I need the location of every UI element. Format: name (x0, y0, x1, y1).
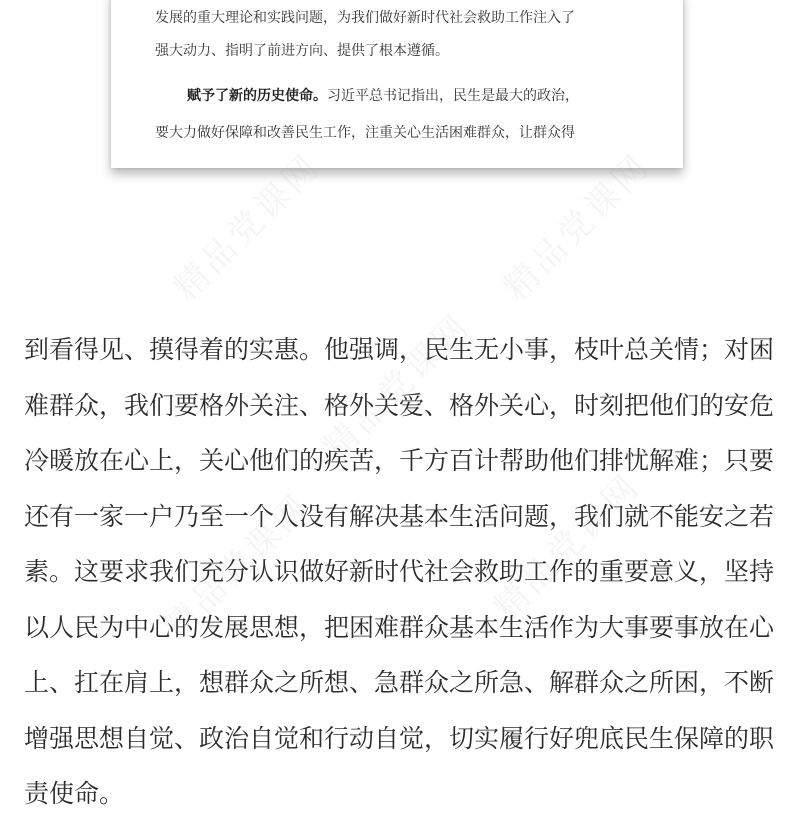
body-line-1: 到看得见、摸得着的实惠。他强调，民生无小事，枝叶总关情；对困 (24, 335, 775, 364)
card-line-4: 要大力做好保障和改善民生工作，注重关心生活困难群众，让群众得 (155, 125, 575, 141)
body-line-9: 责使命。 (24, 779, 125, 808)
card-line-3-text: 习近平总书记指出，民生是最大的政治， (327, 88, 579, 104)
body-line-4: 还有一家一户乃至一个人没有解决基本生活问题，我们就不能安之若 (24, 501, 775, 531)
watermark-text: 精品党课网 (496, 145, 659, 309)
body-line-8: 增强思想自觉、政治自觉和行动自觉，切实履行好兜底民生保障的职 (24, 723, 775, 753)
body-line-3: 冷暖放在心上，关心他们的疾苦，千方百计帮助他们排忧解难；只要 (24, 446, 775, 475)
excerpt-card (111, 0, 683, 168)
watermark-text: 精品党课网 (166, 145, 329, 309)
card-line-1: 发展的重大理论和实践问题，为我们做好新时代社会救助工作注入了 (155, 10, 575, 26)
card-line-3-heading: 赋予了新的历史使命。 (187, 88, 327, 104)
card-line-3 (187, 86, 579, 106)
body-line-5: 素。这要求我们充分认识做好新时代社会救助工作的重要意义，坚持 (24, 557, 775, 586)
card-line-2: 强大动力、指明了前进方向、提供了根本遵循。 (155, 43, 449, 59)
watermark-text: 精品党课网 (486, 465, 649, 629)
body-line-7: 上、扛在肩上，想群众之所想、急群众之所急、解群众之所困，不断 (24, 668, 775, 697)
body-line-2: 难群众，我们要格外关注、格外关爱、格外关心，时刻把他们的安危 (24, 390, 775, 420)
watermark-text: 精品党课网 (316, 305, 479, 469)
body-line-6: 以人民为中心的发展思想，把困难群众基本生活作为大事要事放在心 (24, 612, 775, 642)
body-paragraph (24, 322, 784, 822)
watermark-text: 精品党课网 (156, 485, 319, 649)
